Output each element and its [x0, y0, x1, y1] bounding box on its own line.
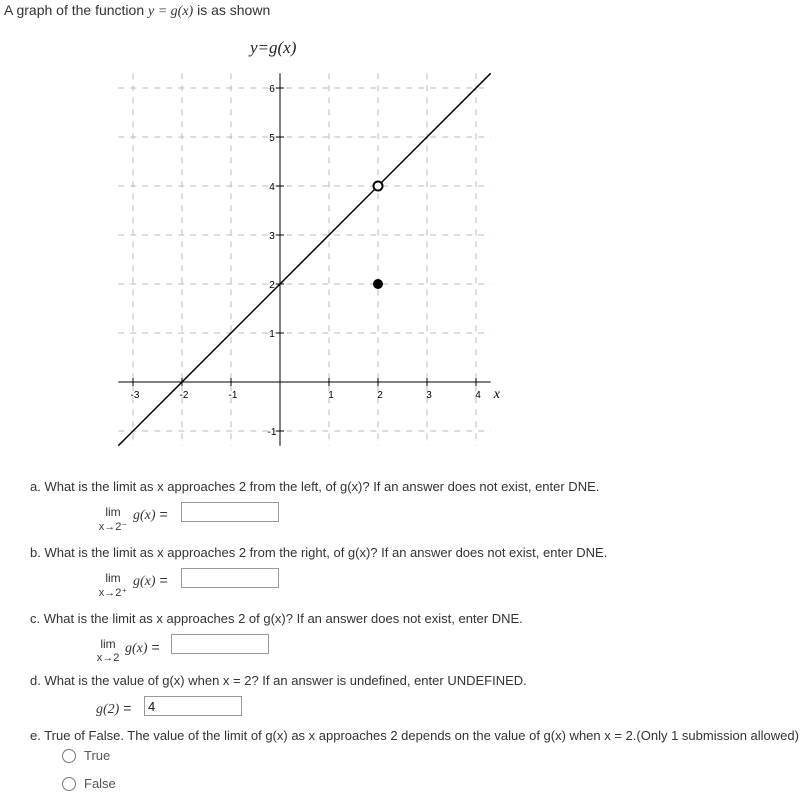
question-d-text: d. What is the value of g(x) when x = 2? If an answer is undefined, enter UNDEFINED.	[30, 673, 527, 688]
y-tick-label: 3	[269, 231, 275, 242]
function-call: g(2)	[96, 702, 120, 717]
question-b-function	[133, 572, 168, 590]
function-name: g(x)	[125, 641, 148, 656]
option-true[interactable]	[62, 748, 110, 763]
question-a-text: a. What is the limit as x approaches 2 from the left, of g(x)? If an answer does not exist, enter DNE.	[30, 479, 600, 494]
limit-subscript: x→2⁺	[98, 587, 128, 599]
question-b-text: b. What is the limit as x approaches 2 from the right, of g(x)? If an answer does not exist, enter DNE.	[30, 545, 608, 560]
y-tick-label: -1	[267, 427, 277, 438]
question-c-text: c. What is the limit as x approaches 2 of g(x)? If an answer does not exist, enter DNE.	[30, 611, 523, 626]
question-c-function	[125, 639, 160, 657]
question-a-function	[133, 506, 168, 524]
y-tick-label: 6	[269, 84, 275, 95]
option-true-label: True	[84, 748, 111, 763]
y-tick-label: 1	[269, 329, 275, 340]
limit-subscript: x→2	[96, 652, 120, 664]
question-a-limit	[92, 505, 134, 533]
x-tick-label: -3	[130, 390, 140, 401]
question-d-answer-input[interactable]	[144, 696, 242, 716]
function-name: g(x)	[133, 574, 156, 589]
equals-sign: =	[159, 506, 168, 522]
closed-circle-point	[374, 280, 383, 289]
question-e-text: e. True of False. The value of the limit of g(x) as x approaches 2 depends on the value of g(x) when x = 2.(Only 1 submission allowed)	[30, 728, 799, 743]
question-d-lhs	[96, 700, 131, 718]
question-a-answer-input[interactable]	[181, 502, 279, 522]
question-c-limit	[88, 637, 128, 664]
y-tick-label: 2	[269, 280, 275, 291]
x-tick-label: 1	[328, 390, 334, 401]
limit-subscript: x→2⁻	[98, 521, 128, 533]
x-tick-label: 4	[475, 390, 481, 401]
equals-sign: =	[159, 572, 168, 588]
limit-word: lim	[105, 505, 121, 519]
y-tick-label: 4	[269, 182, 275, 193]
x-axis-label: x	[493, 387, 500, 402]
intro-expression: y = g(x)	[148, 4, 194, 19]
series	[118, 73, 490, 445]
option-false[interactable]	[62, 776, 116, 791]
question-c-answer-input[interactable]	[171, 634, 269, 654]
function-line	[118, 73, 490, 445]
limit-word: lim	[105, 571, 121, 585]
x-tick-label: -1	[228, 390, 238, 401]
graph-title: y=g(x)	[250, 38, 297, 57]
question-b-answer-input[interactable]	[181, 568, 279, 588]
equals-sign: =	[151, 639, 160, 655]
equals-sign: =	[123, 700, 132, 716]
open-circle-point	[374, 182, 383, 191]
limit-word: lim	[100, 637, 116, 651]
y-tick-label: 5	[269, 133, 275, 144]
question-b-limit	[92, 571, 134, 599]
intro-prefix: A graph of the function	[4, 2, 148, 18]
option-false-label: False	[84, 776, 116, 791]
intro-suffix: is as shown	[193, 2, 271, 18]
x-tick-label: 2	[377, 390, 383, 401]
function-name: g(x)	[133, 508, 156, 523]
radio-button-false[interactable]	[62, 777, 76, 791]
radio-button-true[interactable]	[62, 749, 76, 763]
x-tick-label: -2	[179, 390, 189, 401]
x-tick-label: 3	[426, 390, 432, 401]
